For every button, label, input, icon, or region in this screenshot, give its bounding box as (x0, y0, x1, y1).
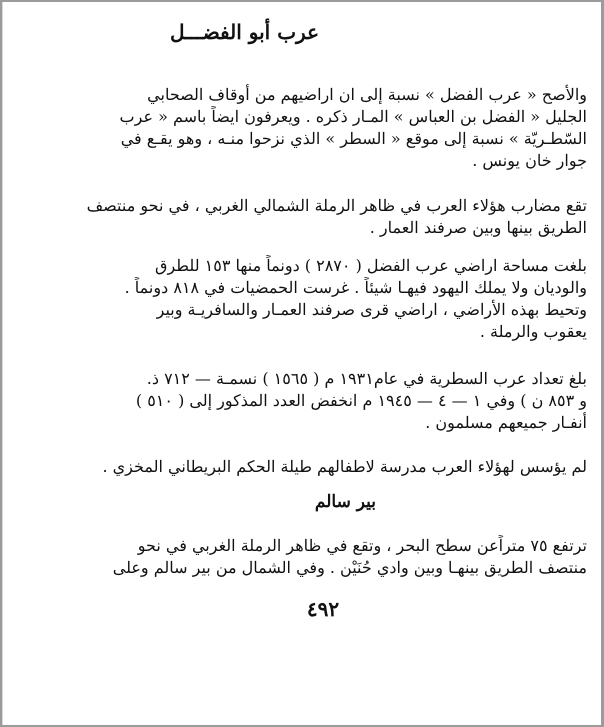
text-line: السّطـريّة » نسبة إلى موقع « السطر » الذي نزحوا منـه ، وهو يقـع في (120, 129, 587, 148)
paragraph-population (14, 368, 587, 434)
page-number: ٤٩٢ (306, 597, 340, 621)
text-line: وتحيط بهذه الأراضي ، اراضي قرى صرفند العمـار والسافريـة وبير (156, 300, 587, 319)
text-line: منتصف الطريق بينهـا وبين وادي حُنَيْن . وفي الشمال من بير سالم وعلى (112, 558, 587, 577)
paragraph-school (14, 456, 587, 478)
section-heading: بير سالم (314, 492, 376, 512)
paragraph-bir-salem (14, 535, 587, 579)
paragraph-origin (14, 84, 587, 172)
paragraph-land-area (14, 255, 587, 343)
text-line: أنفـار جميعهم مسلمون . (425, 413, 587, 432)
text-line: ترتفع ٧٥ متراًعن سطح البحر ، وتقع في ظاهر الرملة الغربي في نحو (137, 536, 587, 555)
book-page (2, 2, 601, 725)
text-line: جوار خان يونس . (472, 151, 587, 170)
text-line: والأصح « عرب الفضل » نسبة إلى ان اراضيهم من أوقاف الصحابي (147, 85, 587, 104)
text-line: والوديان ولا يملك اليهود فيهـا شيئاً . غرست الحمضيات في ٨١٨ دونماً . (124, 278, 587, 297)
text-line: لم يؤسس لهؤلاء العرب مدرسة لاطفالهم طيلة الحكم البريطاني المخزي . (102, 457, 587, 476)
text-line: بلغ تعداد عرب السطرية في عام١٩٣١ م ( ١٥٦٥ ) نسمـة — ٧١٢ ذ. (146, 369, 587, 388)
paragraph-location (14, 195, 587, 239)
page-title: عرب أبو الفضـــل (169, 20, 319, 44)
text-line: و ٨٥٣ ن ) وفي ١ — ٤ — ١٩٤٥ م انخفض العدد المذكور إلى ( ٥١٠ ) (135, 391, 587, 410)
text-line: تقع مضارب هؤلاء العرب في ظاهر الرملة الشمالي الغربي ، في نحو منتصف (86, 196, 587, 215)
text-line: الطريق بينها وبين صرفند العمار . (369, 218, 587, 237)
text-line: يعقوب والرملة . (479, 322, 587, 341)
text-line: بلغت مساحة اراضي عرب الفضل ( ٢٨٧٠ ) دونماً منها ١٥٣ للطرق (155, 256, 587, 275)
text-line: الجليل « الفضل بن العباس » المـار ذكره . ويعرفون ايضاً باسم « عرب (119, 107, 587, 126)
